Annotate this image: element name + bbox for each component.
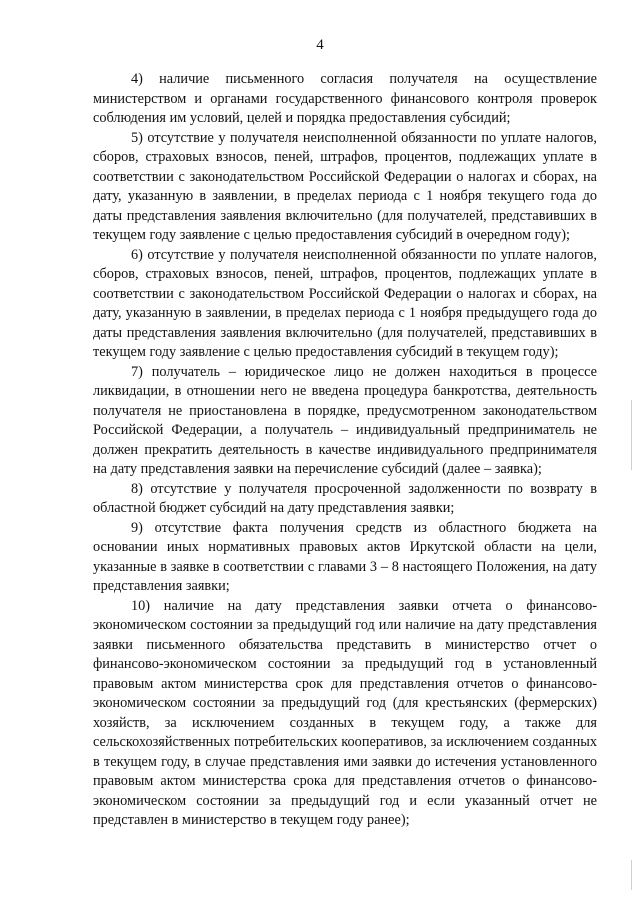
paragraph-item-5: 5) отсутствие у получателя неисполненной обязанности по уплате налогов, сборов, страховых взносов, пеней, штрафов, процентов, подлежащих уплате в соответствии с законодательством Российской Федерации о налогах и сборах, на дату, указанную в заявлении, в пределах периода с 1 ноября текущего года до даты представления заявления включительно (для получателей, представивших в текущем году заявление с целью предоставления субсидий в очередном году); (93, 129, 597, 243)
paragraph-item-8: 8) отсутствие у получателя просроченной задолженности по возврату в областной бюджет субсидий на дату представления заявки; (93, 480, 597, 516)
scan-edge-mark (631, 860, 632, 890)
paragraph-item-9: 9) отсутствие факта получения средств из областного бюджета на основании иных нормативных правовых актов Иркутской области на цели, указанные в заявке в соответствии с главами 3 – 8 настоящего Положения, на дату представления заявки; (93, 519, 597, 594)
paragraph-item-7: 7) получатель – юридическое лицо не должен находиться в процессе ликвидации, в отношении него не введена процедура банкротства, деятельность получателя не приостановлена в порядке, предусмотренном законодательством Российской Федерации, а получатель – индивидуальный предприниматель не должен прекратить деятельность в качестве индивидуального предпринимателя на дату представления заявки на перечисление субсидий (далее – заявка); (93, 363, 597, 477)
paragraph-item-4: 4) наличие письменного согласия получателя на осуществление министерством и органами государственного финансового контроля проверок соблюдения им условий, целей и порядка предоставления субсидий; (93, 71, 597, 126)
paragraph-item-10: 10) наличие на дату представления заявки отчета о финансово-экономическом состоянии за предыдущий год или наличие на дату представления заявки письменного обязательства представить в министерство отчет о финансово-экономическом состоянии за предыдущий год в установленный правовым актом министерства срок для представления отчетов о финансово-экономическом состоянии за предыдущий год (для крестьянских (фермерских) хозяйств, за исключением созданных в текущем году, а также для сельскохозяйственных потребительских кооперативов, за исключением созданных в текущем году, в случае представления ими заявки до истечения установленного правовым актом министерства срока для представления отчетов о финансово-экономическом состоянии за предыдущий год и если указанный отчет не представлен в министерство в текущем году ранее); (93, 597, 597, 828)
page-number: 4 (316, 37, 324, 53)
scan-edge-mark (631, 400, 632, 470)
document-body (93, 70, 597, 831)
paragraph-item-6: 6) отсутствие у получателя неисполненной обязанности по уплате налогов, сборов, страховых взносов, пеней, штрафов, процентов, подлежащих уплате в соответствии с законодательством Российской Федерации о налогах и сборах, на дату, указанную в заявлении, в пределах периода с 1 ноября предыдущего года до даты представления заявления включительно (для получателей, представивших в текущем году заявление с целью предоставления субсидий в текущем году); (93, 246, 597, 360)
